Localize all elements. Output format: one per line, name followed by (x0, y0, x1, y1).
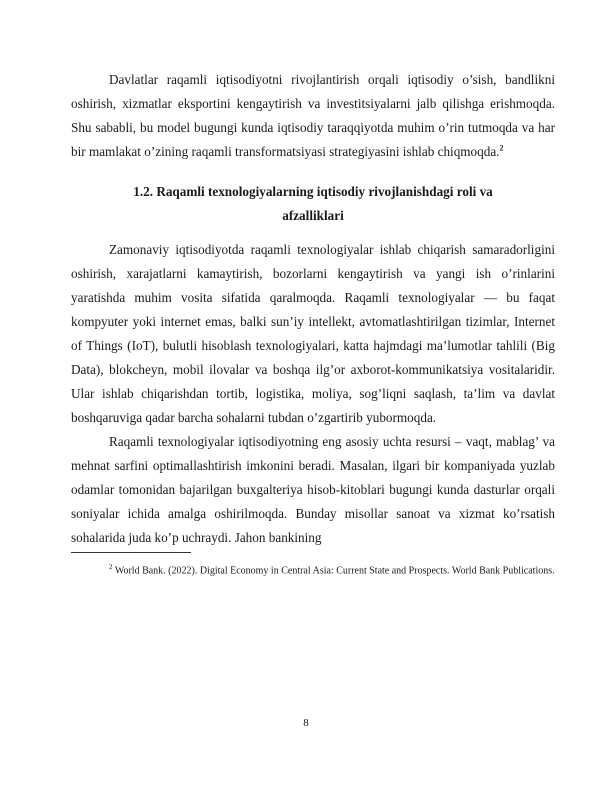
paragraph-digital-technologies: Zamonaviy iqtisodiyotda raqamli texnologiyalar ishlab chiqarish samaradorligini oshirish, xarajatlarni kamaytirish, bozorlarni kengaytirish va yangi ish o’rinlarini yaratishda muhim vosita sifatida qaralmoqda. Raqamli texnologiyalar — bu faqat kompyuter yoki internet emas, balki sun’iy intellekt, avtomatlashtirilgan tizimlar, Internet of Things (IoT), bulutli hisoblash texnologiyalari, katta hajmdagi ma’lumotlar tahlili (Big Data), blokcheyn, mobil ilovalar va boshqa ilg’or axborot-kommunikatsiya vositalaridir. Ular ishlab chiqarishdan tortib, logistika, moliya, sog’liqni saqlash, ta’lim va davlat boshqaruviga qadar barcha sohalarni tubdan o’zgartirib yubormoqda. (71, 242, 555, 425)
footnote (71, 559, 555, 579)
footnote-number: 2 (109, 563, 113, 571)
footnote-text: World Bank. (2022). Digital Economy in Central Asia: Current State and Prospects. World Bank Publications. (112, 565, 555, 577)
paragraph-resources: Raqamli texnologiyalar iqtisodiyotning eng asosiy uchta resursi – vaqt, mablag’ va mehnat sarfini optimallashtirish imkonini beradi. Masalan, ilgari bir kompaniyada yuzlab odamlar tomonidan bajarilgan buxgalteriya hisob-kitoblari bugungi kunda dasturlar orqali soniyalar ichida amalga oshirilmoqda. Bunday misollar sanoat va xizmat ko’rsatish sohalarida juda ko’p uchraydi. Jahon bankining (71, 434, 555, 545)
document-page (71, 68, 555, 579)
section-heading: 1.2. Raqamli texnologiyalarning iqtisodiy rivojlanishdagi roli va afzalliklari (133, 184, 493, 223)
page-number: 8 (303, 717, 309, 729)
paragraph-intro-text: Davlatlar raqamli iqtisodiyotni rivojlantirish orqali iqtisodiy o’sish, bandlikni oshirish, xizmatlar eksportini kengaytirish va investitsiyalarni jalb qilishga erishmoqda. Shu sababli, bu model bugungi kunda iqtisodiy taraqqiyotda muhim o’rin tutmoqda va har bir mamlakat o’zining raqamli transformatsiyasi strategiyasini ishlab chiqmoqda. (71, 72, 555, 159)
footnote-reference[interactable]: 2 (499, 143, 504, 153)
footnote-divider (71, 552, 191, 553)
paragraph-intro (71, 68, 555, 164)
